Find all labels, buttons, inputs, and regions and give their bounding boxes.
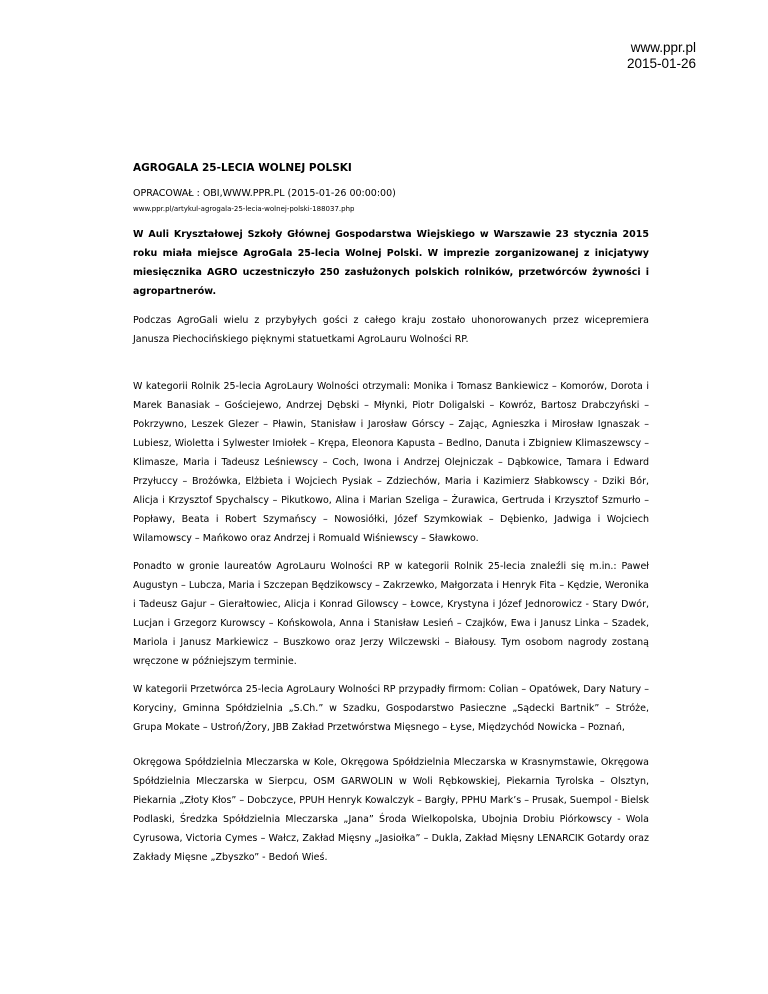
article-url: www.ppr.pl/artykul-agrogala-25-lecia-wolnej-polski-188037.php: [133, 205, 355, 213]
paragraph: W kategorii Rolnik 25-lecia AgroLaury Wolności otrzymali: Monika i Tomasz Bankiewicz – Komorów, Dorota i Marek Banasiak – Gościejewo, Andrzej Dębski – Młynki, Piotr Doligalski – Kowróz, Bartosz Drabczyński – Pokrzywno, Leszek Glezer – Pławin, Stanisław i Jarosław Górscy – Zając, Agnieszka i Mirosław Ignaszak – Lubiesz, Wioletta i Sylwester Imiołek – Krępa, Eleonora Kapusta – Bedlno, Danuta i Zbigniew Klimaszewscy – Klimasze, Maria i Tadeusz Leśniewscy – Coch, Iwona i Andrzej Olejniczak – Dąbkowice, Tamara i Edward Przyłuccy – Brożówka, Elżbieta i Wojciech Pysiak – Zdziechów, Maria i Kazimierz Słabkowscy - Dziki Bór, Alicja i Krzysztof Spychalscy – Pikutkowo, Alina i Marian Szeliga – Żurawica, Gertruda i Krzysztof Szmurło – Popławy, Beata i Robert Szymańscy – Nowosiółki, Józef Szymkowiak – Dębienko, Jadwiga i Wojciech Wilamowscy – Mańkowo oraz Andrzej i Romuald Wiśniewscy – Sławkowo.: [133, 381, 649, 544]
paragraph: W kategorii Przetwórca 25-lecia AgroLaury Wolności RP przypadły firmom: Colian – Opatówek, Dary Natury – Koryciny, Gminna Spółdzielnia „S.Ch.” w Szadku, Gospodarstwo Pasieczne „Sądecki Bartnik” – Stróże, Grupa Mokate – Ustroń/Żory, JBB Zakład Przetwórstwa Mięsnego – Łyse, Międzychód Nowicka – Poznań,: [133, 684, 649, 733]
header-date: 2015-01-26: [626, 56, 696, 71]
article: [133, 160, 649, 867]
page-header: [627, 40, 696, 72]
article-byline: OPRACOWAŁ : OBI,WWW.PPR.PL (2015-01-26 00:00:00): [133, 188, 396, 199]
paragraph: Podczas AgroGali wielu z przybyłych gości z całego kraju zostało uhonorowanych przez wicepremiera Janusza Piechocińskiego pięknymi statuetkami AgroLauru Wolności RP.: [133, 315, 649, 345]
paragraph: Okręgowa Spółdzielnia Mleczarska w Kole, Okręgowa Spółdzielnia Mleczarska w Krasnymstawie, Okręgowa Spółdzielnia Mleczarska w Sierpcu, OSM GARWOLIN w Woli Rębkowskiej, Piekarnia Tyrolska – Olsztyn, Piekarnia „Złoty Kłos” – Dobczyce, PPUH Henryk Kowalczyk – Bargły, PPHU Mark’s – Prusak, Suempol - Bielsk Podlaski, Średzka Spółdzielnia Mleczarska „Jana” Środa Wielkopolska, Ubojnia Drobiu Piórkowscy - Wola Cyrusowa, Victoria Cymes – Wałcz, Zakład Mięsny „Jasiołka” – Dukla, Zakład Mięsny LENARCIK Gotardy oraz Zakłady Mięsne „Zbyszko” - Bedoń Wieś.: [133, 757, 649, 863]
article-title: AGROGALA 25-LECIA WOLNEJ POLSKI: [133, 162, 352, 174]
article-lead: W Auli Kryształowej Szkoły Głównej Gospodarstwa Wiejskiego w Warszawie 23 stycznia 2015 roku miała miejsce AgroGala 25-lecia Wolnej Polski. W imprezie zorganizowanej z inicjatywy miesięcznika AGRO uczestniczyło 250 zasłużonych polskich rolników, przetwórców żywności i agropartnerów.: [133, 229, 649, 297]
paragraph: Ponadto w gronie laureatów AgroLauru Wolności RP w kategorii Rolnik 25-lecia znaleźli się m.in.: Paweł Augustyn – Lubcza, Maria i Szczepan Będzikowscy – Zakrzewko, Małgorzata i Henryk Fita – Kędzie, Weronika i Tadeusz Gajur – Gierałtowiec, Alicja i Konrad Gilowscy – Łowce, Krystyna i Józef Jednorowicz - Stary Dwór, Lucjan i Grzegorz Kurowscy – Końskowola, Anna i Stanisław Lesień – Czajków, Ewa i Janusz Linka – Szadek, Mariola i Janusz Markiewicz – Buszkowo oraz Jerzy Wilczewski – Białousy. Tym osobom nagrody zostaną wręczone w późniejszym terminie.: [133, 561, 649, 667]
site-name: www.ppr.pl: [630, 40, 696, 55]
